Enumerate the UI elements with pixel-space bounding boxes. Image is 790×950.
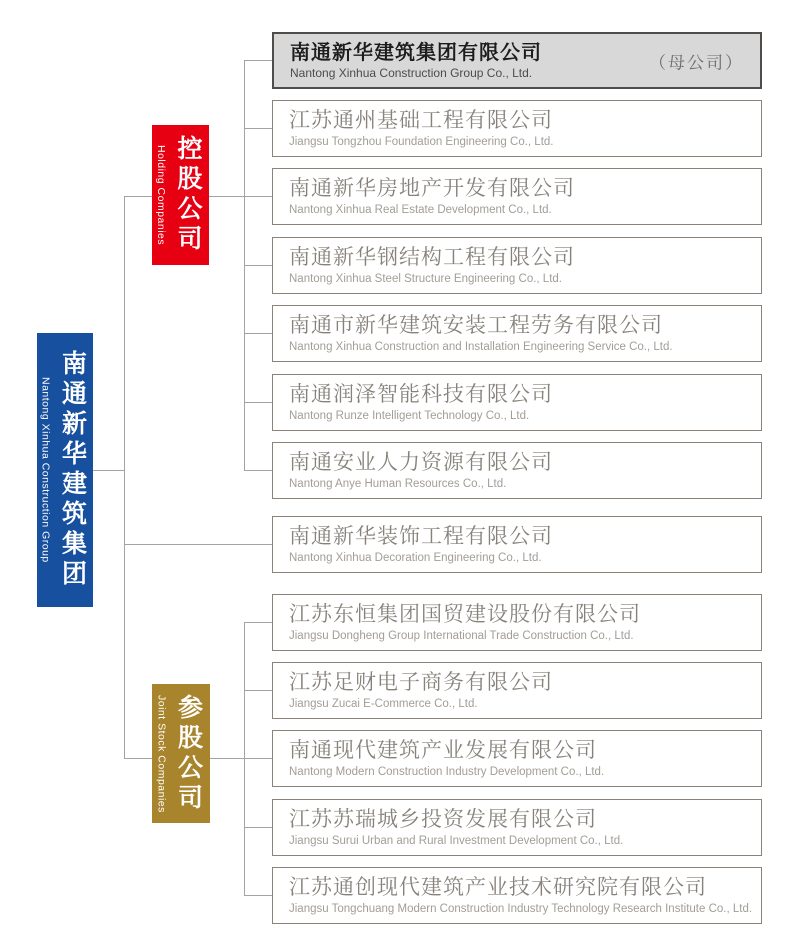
company-name-en: Nantong Runze Intelligent Technology Co., Ltd. <box>289 410 530 422</box>
company-name-zh: 南通安业人力资源有限公司 <box>289 451 553 474</box>
company-box <box>272 374 762 431</box>
company-name-zh: 南通新华钢结构工程有限公司 <box>289 246 575 269</box>
company-name-en: Nantong Xinhua Construction and Installation Engineering Service Co., Ltd. <box>289 341 673 353</box>
connector-stub <box>244 895 272 896</box>
company-name-zh: 南通新华房地产开发有限公司 <box>289 177 575 200</box>
connector-stub <box>244 333 272 334</box>
company-box <box>272 662 762 719</box>
company-name-en: Jiangsu Tongzhou Foundation Engineering Co., Ltd. <box>289 136 554 148</box>
parent-company-note: （母公司） <box>649 53 744 72</box>
holding-companies-label-zh: 控股公司 <box>174 135 202 255</box>
holding-companies-box <box>152 125 209 265</box>
company-box <box>272 730 762 787</box>
joint-stock-companies-label-en: Joint Stock Companies <box>155 694 168 813</box>
company-box-parent <box>272 32 762 89</box>
company-name-en: Nantong Xinhua Steel Structure Engineering Co., Ltd. <box>289 273 562 285</box>
connector-stub <box>244 622 272 623</box>
joint-stock-companies-label-zh: 参股公司 <box>174 693 203 814</box>
company-name-zh: 江苏通州基础工程有限公司 <box>289 109 553 132</box>
company-box <box>272 516 762 573</box>
connector-stub <box>244 196 272 197</box>
company-box <box>272 100 762 157</box>
root-group-name-zh: 南通新华建筑集团 <box>58 350 87 590</box>
joint-stock-companies-box <box>152 684 210 823</box>
connector-stub <box>244 402 272 403</box>
company-box <box>272 594 762 651</box>
company-name-en: Nantong Anye Human Resources Co., Ltd. <box>289 478 507 490</box>
connector-stub <box>244 758 272 759</box>
company-box <box>272 237 762 294</box>
company-name-en: Jiangsu Tongchuang Modern Construction Industry Technology Research Institute Co., Ltd. <box>289 903 753 915</box>
root-group-name-en: Nantong Xinhua Construction Group <box>39 377 52 563</box>
company-name-en: Nantong Xinhua Real Estate Development Co., Ltd. <box>289 204 552 216</box>
company-name-zh: 江苏苏瑞城乡投资发展有限公司 <box>289 808 597 831</box>
connector-stub <box>244 128 272 129</box>
company-name-zh: 南通新华建筑集团有限公司 <box>290 42 542 64</box>
connector-stub <box>244 690 272 691</box>
connector-root-to-trunk <box>93 470 124 471</box>
company-name-zh: 江苏足财电子商务有限公司 <box>289 671 553 694</box>
company-name-zh: 南通市新华建筑安装工程劳务有限公司 <box>289 314 663 337</box>
company-name-zh: 南通润泽智能科技有限公司 <box>289 383 553 406</box>
company-name-zh: 江苏东恒集团国贸建设股份有限公司 <box>289 603 641 626</box>
connector-stub <box>244 60 272 61</box>
company-box <box>272 168 762 225</box>
company-name-en: Jiangsu Surui Urban and Rural Investment Development Co., Ltd. <box>289 835 624 847</box>
connector-stub <box>244 827 272 828</box>
connector-stub <box>244 265 272 266</box>
company-box <box>272 867 762 924</box>
company-name-zh: 南通现代建筑产业发展有限公司 <box>289 739 597 762</box>
connector-trunk-root <box>124 196 125 759</box>
company-box <box>272 799 762 856</box>
connector-decoration-branch <box>124 544 272 545</box>
connector-stub <box>244 470 272 471</box>
company-name-zh: 南通新华装饰工程有限公司 <box>289 525 553 548</box>
root-group-box <box>37 333 93 607</box>
company-name-en: Nantong Xinhua Decoration Engineering Co., Ltd. <box>289 552 542 564</box>
company-box <box>272 305 762 362</box>
company-name-en: Jiangsu Dongheng Group International Trade Construction Co., Ltd. <box>289 630 634 642</box>
company-name-en: Jiangsu Zucai E-Commerce Co., Ltd. <box>289 698 478 710</box>
company-name-zh: 江苏通创现代建筑产业技术研究院有限公司 <box>289 876 707 899</box>
company-name-en: Nantong Modern Construction Industry Development Co., Ltd. <box>289 766 605 778</box>
company-name-en: Nantong Xinhua Construction Group Co., Ltd. <box>290 66 533 80</box>
company-box <box>272 442 762 499</box>
holding-companies-label-en: Holding Companies <box>155 144 167 246</box>
